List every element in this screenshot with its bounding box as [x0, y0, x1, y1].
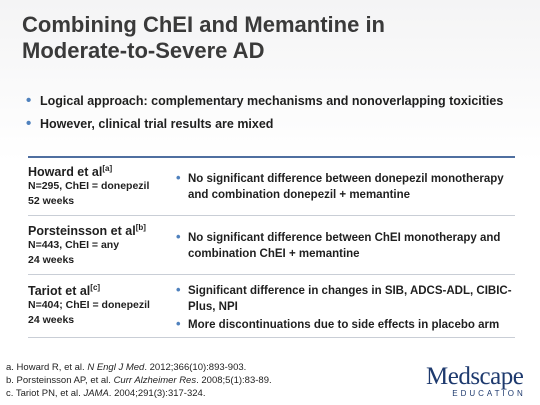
- study-ref-marker: [a]: [102, 164, 113, 173]
- study-duration: 52 weeks: [28, 195, 75, 208]
- study-ref-marker: [b]: [135, 223, 146, 232]
- study-duration: 24 weeks: [28, 254, 75, 267]
- finding-item: [176, 317, 516, 333]
- slide-title: [22, 12, 522, 64]
- finding-item: [176, 230, 516, 262]
- study-findings: [176, 171, 516, 205]
- study-duration: 24 weeks: [28, 314, 75, 327]
- study-findings: [176, 283, 516, 335]
- row-divider: [28, 274, 515, 275]
- finding-text: Significant difference in changes in SIB, ADCS-ADL, CIBIC-Plus, NPI: [188, 285, 512, 313]
- study-info: [28, 164, 178, 209]
- finding-item: [176, 283, 516, 315]
- study-sample: N=295, ChEI = donepezil: [28, 180, 150, 193]
- title-line-2: Moderate-to-Severe AD: [22, 38, 265, 63]
- study-info: [28, 223, 178, 268]
- bullet-icon: •: [26, 92, 32, 109]
- table-top-rule: [28, 156, 515, 158]
- references: [6, 361, 406, 400]
- study-name: Tariot et al[c]: [28, 283, 101, 299]
- study-findings: [176, 230, 516, 264]
- intro-bullets: [26, 94, 531, 140]
- bullet-icon: •: [176, 316, 181, 331]
- study-sample: N=404; ChEI = donepezil: [28, 299, 150, 312]
- study-name: Howard et al[a]: [28, 164, 113, 180]
- intro-bullet: [26, 94, 531, 108]
- finding-text: No significant difference between ChEI monotherapy and combination ChEI + memantine: [188, 232, 501, 260]
- bullet-icon: •: [26, 115, 32, 132]
- study-sample: N=443, ChEI = any: [28, 239, 120, 252]
- study-name: Porsteinsson et al[b]: [28, 223, 146, 239]
- logo-wordmark: Medscape: [426, 363, 524, 390]
- reference-item: b. Porsteinsson AP, et al. Curr Alzheimer Res. 2008;5(1):83-89.: [6, 375, 272, 386]
- bullet-icon: •: [176, 170, 181, 185]
- intro-bullet: [26, 117, 531, 131]
- row-divider: [28, 337, 515, 338]
- finding-text: No significant difference between donepezil monotherapy and combination donepezil + memantine: [188, 173, 504, 201]
- reference-item: a. Howard R, et al. N Engl J Med. 2012;366(10):893-903.: [6, 362, 247, 373]
- reference-item: c. Tariot PN, et al. JAMA. 2004;291(3):317-324.: [6, 388, 206, 399]
- bullet-icon: •: [176, 282, 181, 297]
- bullet-text: However, clinical trial results are mixed: [40, 117, 274, 131]
- finding-item: [176, 171, 516, 203]
- bullet-icon: •: [176, 229, 181, 244]
- bullet-text: Logical approach: complementary mechanisms and nonoverlapping toxicities: [40, 94, 504, 108]
- row-divider: [28, 215, 515, 216]
- finding-text: More discontinuations due to side effects in placebo arm: [188, 319, 500, 331]
- medscape-education-logo: [426, 364, 538, 402]
- logo-subtitle: EDUCATION: [452, 389, 526, 398]
- study-ref-marker: [c]: [90, 283, 101, 292]
- study-info: [28, 283, 178, 328]
- title-line-1: Combining ChEI and Memantine in: [22, 12, 385, 37]
